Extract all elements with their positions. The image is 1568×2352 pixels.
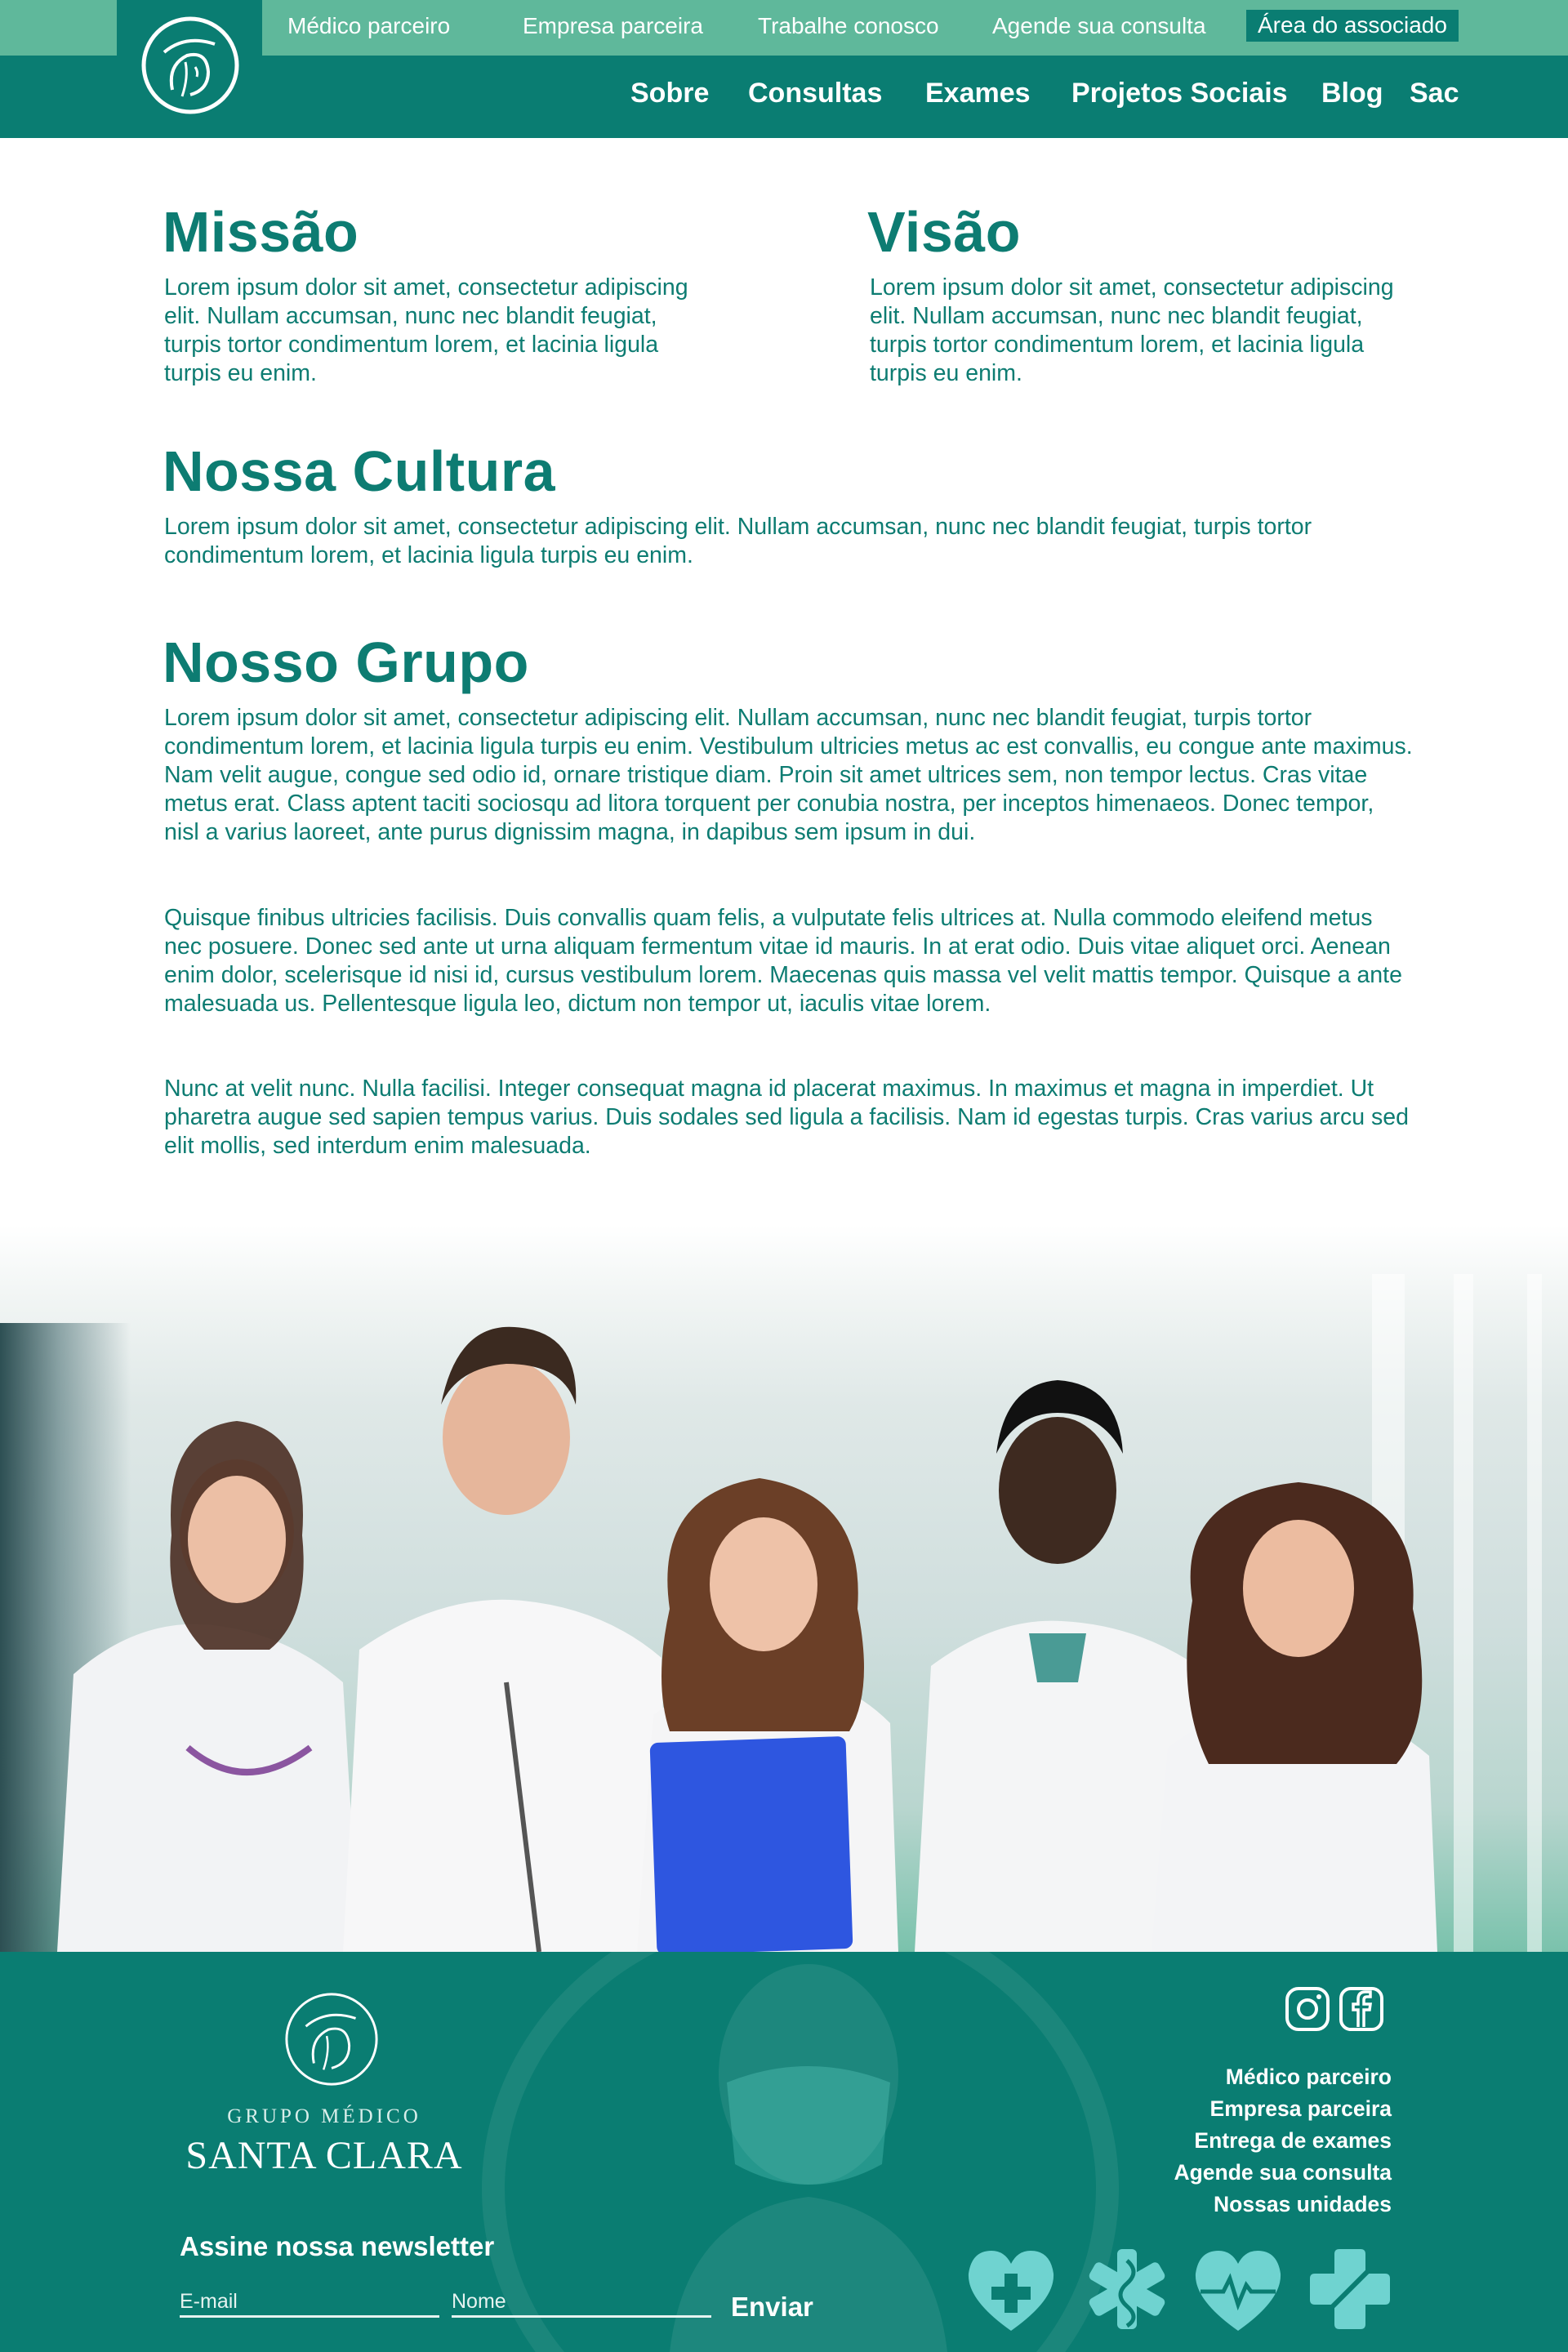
newsletter-name-input[interactable]: Nome: [452, 2288, 711, 2318]
medical-cross-icon: [1080, 2244, 1174, 2334]
missao-text: Lorem ipsum dolor sit amet, consectetur adipiscing elit. Nullam accumsan, nunc nec blandit feugiat, turpis tortor condimentum lorem, et lacinia ligula turpis eu enim.: [164, 274, 688, 386]
cultura-title: Nossa Cultura: [163, 439, 556, 503]
heart-pulse-icon: [1191, 2246, 1285, 2336]
footer-link-entrega-exames[interactable]: Entrega de exames: [1194, 2128, 1392, 2153]
top-link-agende-consulta[interactable]: Agende sua consulta: [992, 13, 1206, 38]
grupo-paragraph-1: Lorem ipsum dolor sit amet, consectetur adipiscing elit. Nullam accumsan, nunc nec blandit feugiat, turpis tortor condimentum lorem, et lacinia ligula turpis eu enim. Vestibulum ultricies metus ac est convallis, eu congue ante maximus. Nam velit augue, congue sed odio id, ornare tristique diam. Proin sit amet ultrices sem, non tempor lectus. Cras vitae metus erat. Class aptent taciti sociosqu ad litora torquent per conubia nostra, per inceptos himenaeos. Donec tempor, nisl a varius laoreet, ante purus dignissim magna, in dapibus sem ipsum in dui.: [164, 705, 1413, 845]
footer-link-empresa-parceira[interactable]: Empresa parceira: [1209, 2096, 1392, 2121]
footer-link-nossas-unidades[interactable]: Nossas unidades: [1214, 2192, 1392, 2216]
footer-brand-subtitle: GRUPO MÉDICO: [227, 2105, 421, 2127]
instagram-icon[interactable]: [1285, 1986, 1330, 2032]
santa-clara-logo-icon: [140, 15, 241, 116]
grupo-paragraph-3: Nunc at velit nunc. Nulla facilisi. Integer consequat magna id placerat maximus. In maximus et magna in imperdiet. Ut pharetra augue sed sapien tempus varius. Duis sodales sed ligula a facilisis. Nam id egestas turpis. Cras varius arcu sed elit mollis, sed interdum enim malesuada.: [164, 1076, 1409, 1159]
visao-text: Lorem ipsum dolor sit amet, consectetur adipiscing elit. Nullam accumsan, nunc nec blandit feugiat, turpis tortor condimentum lorem, et lacinia ligula turpis eu enim.: [870, 274, 1394, 386]
footer-link-medico-parceiro[interactable]: Médico parceiro: [1225, 2065, 1392, 2089]
visao-title: Visão: [867, 200, 1021, 264]
plus-cross-icon: [1307, 2246, 1393, 2332]
grupo-title: Nosso Grupo: [163, 630, 529, 694]
cultura-text: Lorem ipsum dolor sit amet, consectetur adipiscing elit. Nullam accumsan, nunc nec blandit feugiat, turpis tortor condimentum lorem, et lacinia ligula turpis eu enim.: [164, 514, 1312, 568]
newsletter-title: Assine nossa newsletter: [180, 2231, 495, 2261]
heart-plus-icon: [964, 2246, 1058, 2336]
nav-sac[interactable]: Sac: [1410, 78, 1459, 109]
missao-title: Missão: [163, 200, 359, 264]
top-link-medico-parceiro[interactable]: Médico parceiro: [287, 13, 451, 38]
grupo-paragraph-2: Quisque finibus ultricies facilisis. Duis convallis quam felis, a vulputate felis ultrices at. Nulla commodo eleifend metus nec posuere. Donec sed ante ut urna aliquam fermentum vitae id mauris. In at erat odio. Duis vitae aliquet orci. Aenean enim dolor, scelerisque id nisi id, cursus vestibulum lorem. Maecenas quis massa vel velit mattis tempor. Quisque a ante malesuada us. Pellentesque ligula leo, dictum non tempor ut, iaculis vitae lorem.: [164, 905, 1402, 1017]
nav-sobre[interactable]: Sobre: [630, 78, 710, 109]
nav-projetos-sociais[interactable]: Projetos Sociais: [1071, 78, 1288, 109]
newsletter-email-input[interactable]: E-mail: [180, 2288, 439, 2318]
facebook-icon[interactable]: [1339, 1986, 1384, 2032]
footer: [0, 1952, 1568, 2352]
member-area-button[interactable]: Área do associado: [1246, 10, 1459, 42]
footer-brand-name: SANTA CLARA: [185, 2134, 463, 2177]
team-photo: [0, 1225, 1568, 1952]
newsletter-send-button[interactable]: Enviar: [731, 2292, 813, 2322]
footer-logo-icon: [282, 1989, 381, 2089]
nav-exames[interactable]: Exames: [925, 78, 1031, 109]
top-link-empresa-parceira[interactable]: Empresa parceira: [523, 13, 703, 38]
footer-link-agende-consulta[interactable]: Agende sua consulta: [1174, 2160, 1392, 2185]
logo-link[interactable]: [117, 0, 262, 138]
nav-blog[interactable]: Blog: [1321, 78, 1383, 109]
nav-consultas[interactable]: Consultas: [748, 78, 883, 109]
team-doctors-illustration: [0, 1225, 1568, 1952]
top-link-trabalhe-conosco[interactable]: Trabalhe conosco: [758, 13, 939, 38]
